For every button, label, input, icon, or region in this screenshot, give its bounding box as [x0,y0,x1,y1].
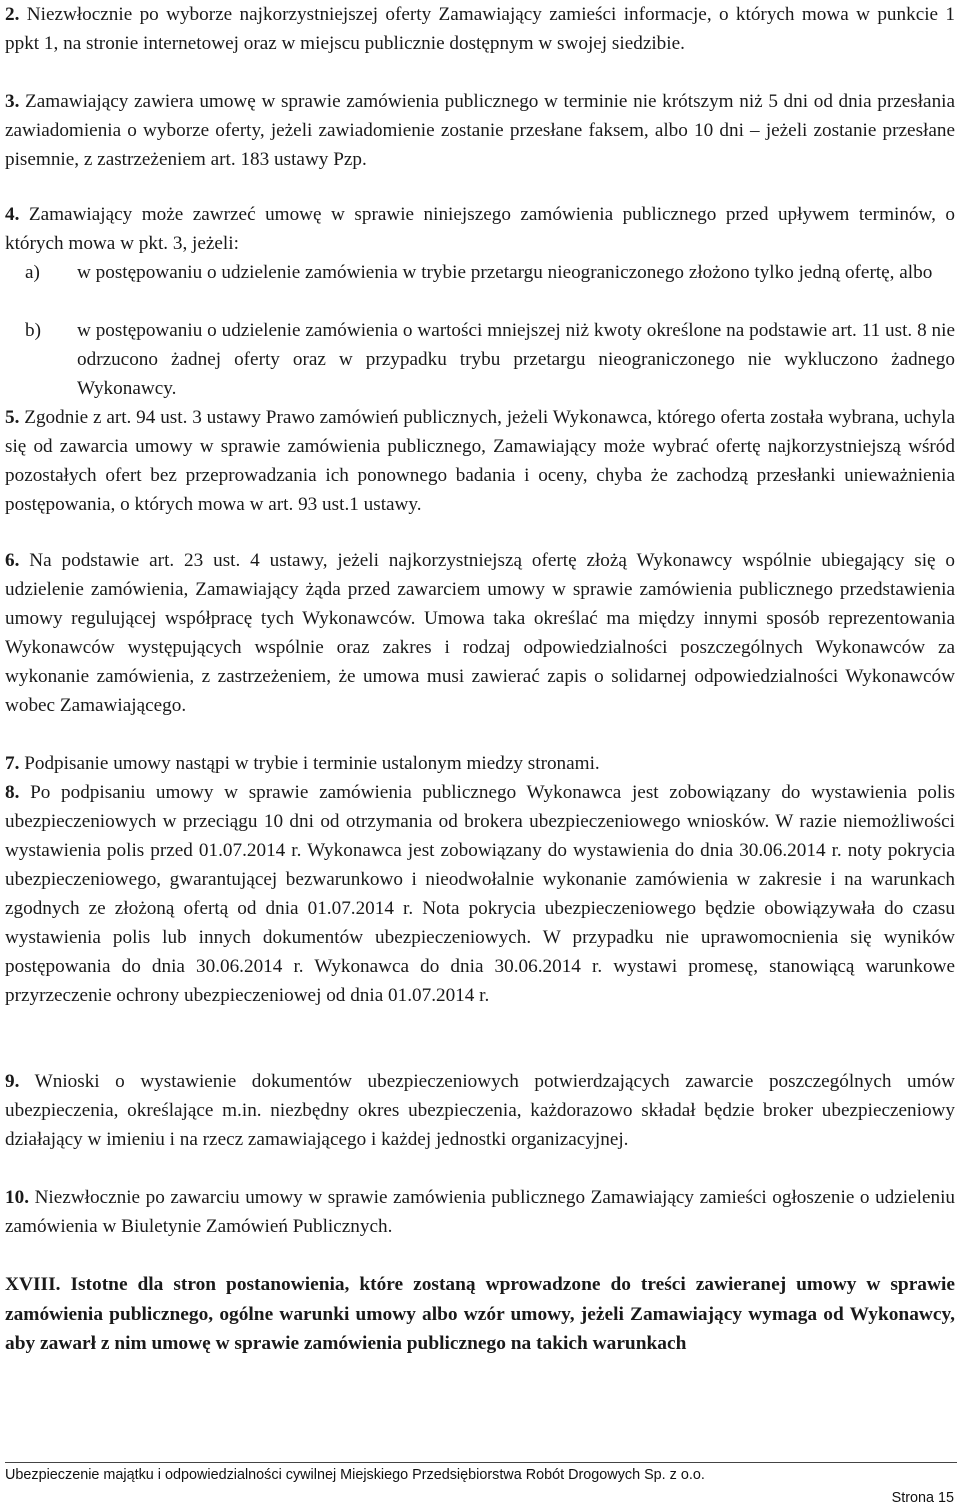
sub-item-b [5,316,955,403]
sub-item-label: b) [25,320,41,341]
item-number: 10. [5,1187,29,1208]
list-item-3 [5,87,955,174]
item-text: Niezwłocznie po wyborze najkorzystniejszej oferty Zamawiający zamieści informacje, o których mowa w punkcie 1 ppkt 1, na stronie internetowej oraz w miejscu publicznie dostępnym w swojej siedzibie. [5,4,955,54]
list-item-4 [5,200,955,258]
list-item-2 [5,0,955,58]
list-item-7 [5,749,955,778]
item-number: 2. [5,4,20,25]
item-number: 8. [5,782,20,803]
item-number: 9. [5,1071,20,1092]
item-text: Zamawiający może zawrzeć umowę w sprawie niniejszego zamówienia publicznego przed upływem terminów, o których mowa w pkt. 3, jeżeli: [5,204,956,254]
list-item-8 [5,778,955,1010]
item-text: Po podpisaniu umowy w sprawie zamówienia publicznego Wykonawca jest zobowiązany do wystawienia polis ubezpieczeniowych w przeciągu 10 dni od otrzymania od brokera ubezpieczeniowego wniosków. W razie niemożliwości wystawienia polis przed 01.07.2014 r. Wykonawca jest zobowiązany do wystawienia do dnia 30.06.2014 r. noty pokrycia ubezpieczeniowego, gwarantującej bezwarunkowo i nieodwołalnie wykonanie zamówienia w zakresie i na warunkach zgodnych ze złożoną ofertą od dnia 01.07.2014 r. Nota pokrycia ubezpieczeniowego będzie obowiązywała do czasu wystawienia polis lub innych dokumentów ubezpieczeniowych. W przypadku nie uprawomocnienia się wyników postępowania do dnia 30.06.2014 r. Wykonawca do dnia 30.06.2014 r. wystawi promesę, stanowiącą warunkowe przyrzeczenie ochrony ubezpieczeniowej od dnia 01.07.2014 r. [5,782,956,1006]
list-item-9 [5,1067,955,1154]
item-number: 3. [5,91,20,112]
footer-text: Ubezpieczenie majątku i odpowiedzialności cywilnej Miejskiego Przedsiębiorstwa Robót Drogowych Sp. z o.o. [5,1467,705,1483]
item-text: Niezwłocznie po zawarciu umowy w sprawie zamówienia publicznego Zamawiający zamieści ogłoszenie o udzieleniu zamówienia w Biuletynie Zamówień Publicznych. [5,1187,956,1237]
list-item-10 [5,1183,955,1241]
sub-item-label: a) [25,262,40,283]
section-heading: XVIII. Istotne dla stron postanowienia, które zostaną wprowadzone do treści zawieranej umowy w sprawie zamówienia publicznego, ogólne warunki umowy albo wzór umowy, jeżeli Zamawiający wymaga od Wykonawcy, aby zawarł z nim umowę w sprawie zamówienia publicznego na takich warunkach [5,1274,955,1354]
item-text: Zamawiający zawiera umowę w sprawie zamówienia publicznego w terminie nie krótszym niż 5 dni od dnia przesłania zawiadomienia o wyborze oferty, jeżeli zawiadomienie zostanie przesłane faksem, albo 10 dni – jeżeli zostanie przesłane pisemnie, z zastrzeżeniem art. 183 ustawy Pzp. [5,91,956,170]
item-text: Na podstawie art. 23 ust. 4 ustawy, jeżeli najkorzystniejszą ofertę złożą Wykonawcy wspólnie ubiegający się o udzielenie zamówienia, Zamawiający żąda przed zawarciem umowy w sprawie zamówienia publicznego przedstawienia umowy regulującej współpracę tych Wykonawców. Umowa taka określać ma między innymi sposób reprezentowania Wykonawców występujących wspólnie oraz zakres i rodzaj odpowiedzialności poszczególnych Wykonawców za wykonanie zamówienia, z zastrzeżeniem, że umowa musi zawierać zapis o solidarnej odpowiedzialności Wykonawców wobec Zamawiającego. [5,550,956,716]
item-number: 5. [5,407,20,428]
sub-item-text: w postępowaniu o udzielenie zamówienia w trybie przetargu nieograniczonego złożono tylko jedną ofertę, albo [77,262,933,283]
list-item-5 [5,403,955,519]
item-number: 6. [5,550,20,571]
item-text: Zgodnie z art. 94 ust. 3 ustawy Prawo zamówień publicznych, jeżeli Wykonawca, którego oferta została wybrana, uchyla się od zawarcia umowy w sprawie zamówienia publicznego, Zamawiający może wybrać ofertę najkorzystniejszą wśród pozostałych ofert bez przeprowadzania ich ponownego badania i oceny, chyba że zachodzą przesłanki unieważnienia postępowania, o których mowa w art. 93 ust.1 ustawy. [5,407,955,515]
page-number: Strona 15 [891,1490,954,1506]
item-number: 4. [5,204,20,225]
sub-item-text: w postępowaniu o udzielenie zamówienia o wartości mniejszej niż kwoty określone na podstawie art. 11 ust. 8 nie odrzucono żadnej oferty oraz w przypadku trybu przetargu nieograniczonego nie wykluczono żadnego Wykonawcy. [77,320,955,399]
item-text: Wnioski o wystawienie dokumentów ubezpieczeniowych potwierdzających zawarcie poszczególnych umów ubezpieczenia, określające m.in. niezbędny okres ubezpieczenia, każdorazowo składał będzie broker ubezpieczeniowy działający w imieniu i na rzecz zamawiającego i każdej jednostki organizacyjnej. [5,1071,955,1150]
sub-item-a [5,258,955,287]
item-text: Podpisanie umowy nastąpi w trybie i terminie ustalonym miedzy stronami. [24,753,600,774]
list-item-6 [5,546,955,720]
footer-divider [5,1462,957,1463]
item-number: 7. [5,753,20,774]
